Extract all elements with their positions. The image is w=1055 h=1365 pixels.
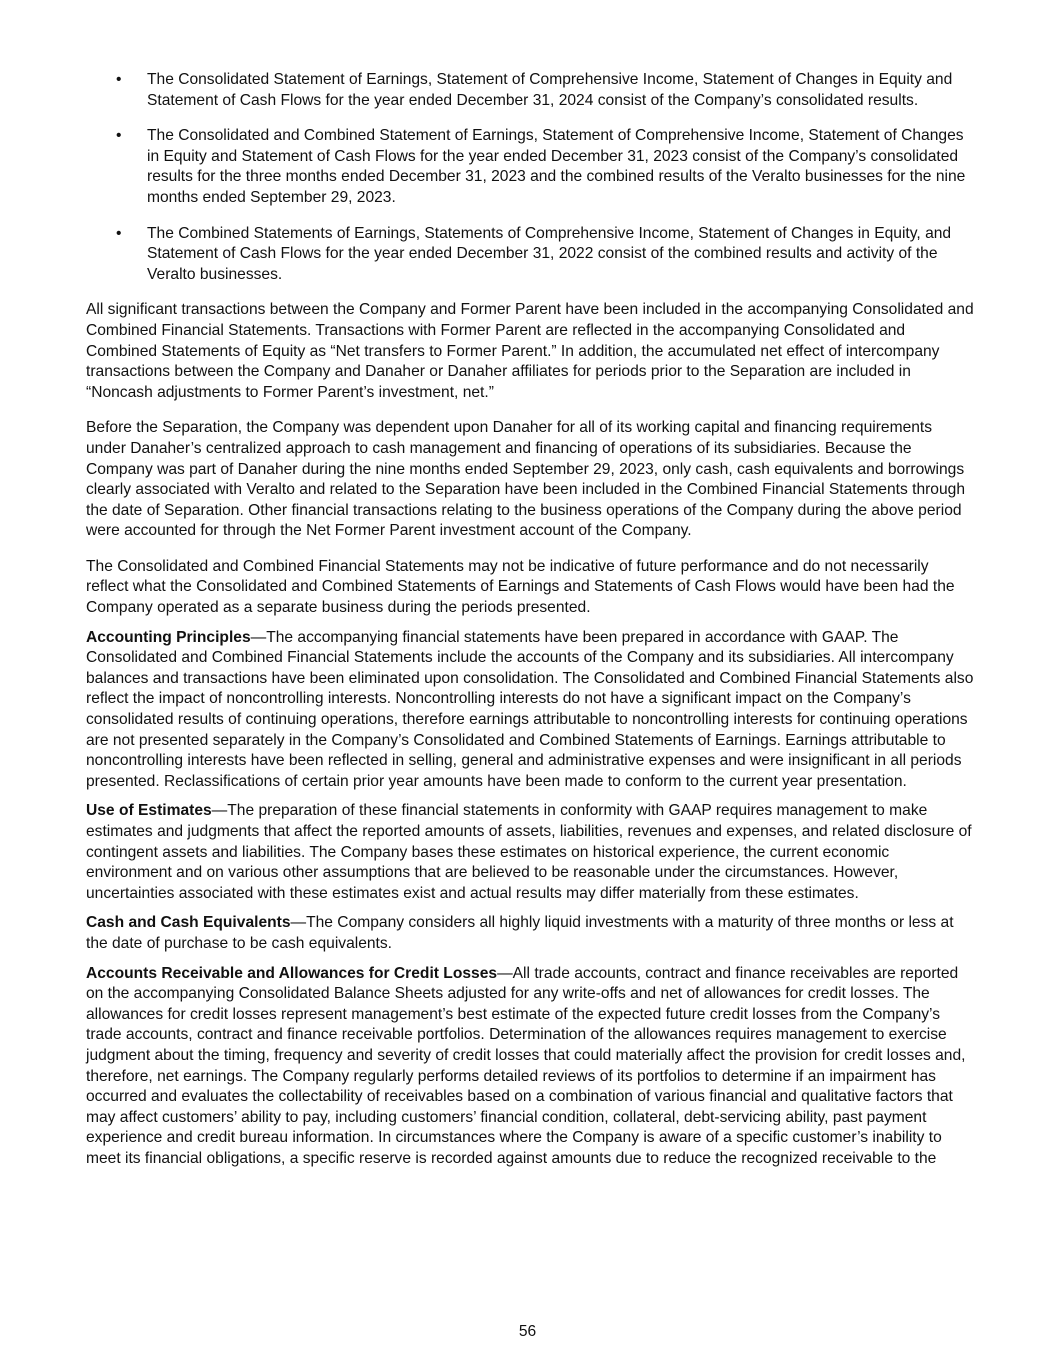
section-heading: Cash and Cash Equivalents xyxy=(86,914,291,932)
section-heading: Accounts Receivable and Allowances for Credit Losses xyxy=(86,964,498,982)
section-heading: Use of Estimates xyxy=(86,802,212,820)
bullet-text: The Consolidated and Combined Statement of Earnings, Statement of Comprehensive Income, Statement of Changes in Equity and Statement of Cash Flows for the year ended December 31, 2023 consist of the Company’s consolidated results for the three months ended December 31, 2023 and the combined results of the Veralto businesses for the nine months ended September 29, 2023. xyxy=(147,127,966,206)
page-content xyxy=(86,70,974,1179)
section-body: —The Company considers all highly liquid investments with a maturity of three months or less at the date of purchase to be cash equivalents. xyxy=(86,914,954,952)
bullet-glyph: • xyxy=(116,224,122,242)
section-cash-equivalents xyxy=(86,913,974,954)
bullet-item xyxy=(86,126,974,208)
bullet-glyph: • xyxy=(116,71,122,88)
paragraph-not-indicative: The Consolidated and Combined Financial Statements may not be indicative of future performance and do not necessarily reflect what the Consolidated and Combined Statements of Earnings and Statements of Cash Flows would have been had the Company operated as a separate business during the periods presented. xyxy=(86,557,955,617)
bullet-item xyxy=(86,70,974,111)
section-heading: Accounting Principles xyxy=(86,628,251,646)
bullet-text: The Consolidated Statement of Earnings, Statement of Comprehensive Income, Statement of Changes in Equity and Statement of Cash Flows for the year ended December 31, 2024 consist of the Company’s consolidated results. xyxy=(147,71,953,109)
section-accounting-principles xyxy=(86,628,974,793)
paragraph-transactions: All significant transactions between the Company and Former Parent have been included in the accompanying Consolidated and Combined Financial Statements. Transactions with Former Parent are reflected in the accompanying Consolidated and Combined Statements of Equity as “Net transfers to Former Parent.” In addition, the accumulated net effect of intercompany transactions between the Company and Danaher or Danaher affiliates for periods prior to the Separation are included in “Noncash adjustments to Former Parent’s investment, net.” xyxy=(86,301,974,401)
page-number: 56 xyxy=(518,1323,537,1340)
bullet-item xyxy=(86,224,974,286)
bullet-list xyxy=(86,70,974,285)
section-use-of-estimates xyxy=(86,801,974,904)
bullet-text: The Combined Statements of Earnings, Statements of Comprehensive Income, Statement of Changes in Equity, and Statement of Cash Flows for the year ended December 31, 2022 consist of the combined results and activity of the Veralto businesses. xyxy=(147,224,952,283)
section-accounts-receivable xyxy=(86,964,974,1170)
section-body: —The preparation of these financial statements in conformity with GAAP requires management to make estimates and judgments that affect the reported amounts of assets, liabilities, revenues and expenses, and related disclosure of contingent assets and liabilities. The Company bases these estimates on historical experience, the current economic environment and on various other assumptions that are believed to be reasonable under the circumstances. However, uncertainties associated with these estimates exist and actual results may differ materially from these estimates. xyxy=(86,802,972,902)
section-body: —All trade accounts, contract and finance receivables are reported on the accompanying Consolidated Balance Sheets adjusted for any write-offs and net of allowances for credit losses. The allowances for credit losses represent management’s best estimate of the expected future credit losses from the Company’s trade accounts, contract and finance receivable portfolios. Determination of the allowances requires management to exercise judgment about the timing, frequency and severity of credit losses that could materially affect the provision for credit losses and, therefore, net earnings. The Company regularly performs detailed reviews of its portfolios to determine if an impairment has occurred and evaluates the collectability of receivables based on a combination of various financial and qualitative factors that may affect customers’ ability to pay, including customers’ financial condition, collateral, debt-servicing ability, past payment experience and credit bureau information. In circumstances where the Company is aware of a specific customer’s inability to meet its financial obligations, a specific reserve is recorded against amounts due to reduce the recognized receivable to the xyxy=(86,964,966,1167)
paragraph-before-separation: Before the Separation, the Company was dependent upon Danaher for all of its working capital and financing requirements under Danaher’s centralized approach to cash management and financing of operations of its subsidiaries. Because the Company was part of Danaher during the nine months ended September 29, 2023, only cash, cash equivalents and borrowings clearly associated with Veralto and related to the Separation have been included in the Combined Financial Statements through the date of Separation. Other financial transactions relating to the business operations of the Company during the above period were accounted for through the Net Former Parent investment account of the Company. xyxy=(86,419,965,540)
section-body: —The accompanying financial statements have been prepared in accordance with GAAP. The Consolidated and Combined Financial Statements include the accounts of the Company and its subsidiaries. All intercompany balances and transactions have been eliminated upon consolidation. The Consolidated and Combined Financial Statements also reflect the impact of noncontrolling interests. Noncontrolling interests do not have a significant impact on the Company’s consolidated results of continuing operations, therefore earnings attributable to noncontrolling interests for continuing operations are not presented separately in the Company’s Consolidated and Combined Statements of Earnings. Earnings attributable to noncontrolling interests have been reflected in selling, general and administrative expenses and were insignificant in all periods presented. Reclassifications of certain prior year amounts have been made to conform to the current year presentation. xyxy=(86,628,974,790)
bullet-glyph: • xyxy=(116,127,122,145)
